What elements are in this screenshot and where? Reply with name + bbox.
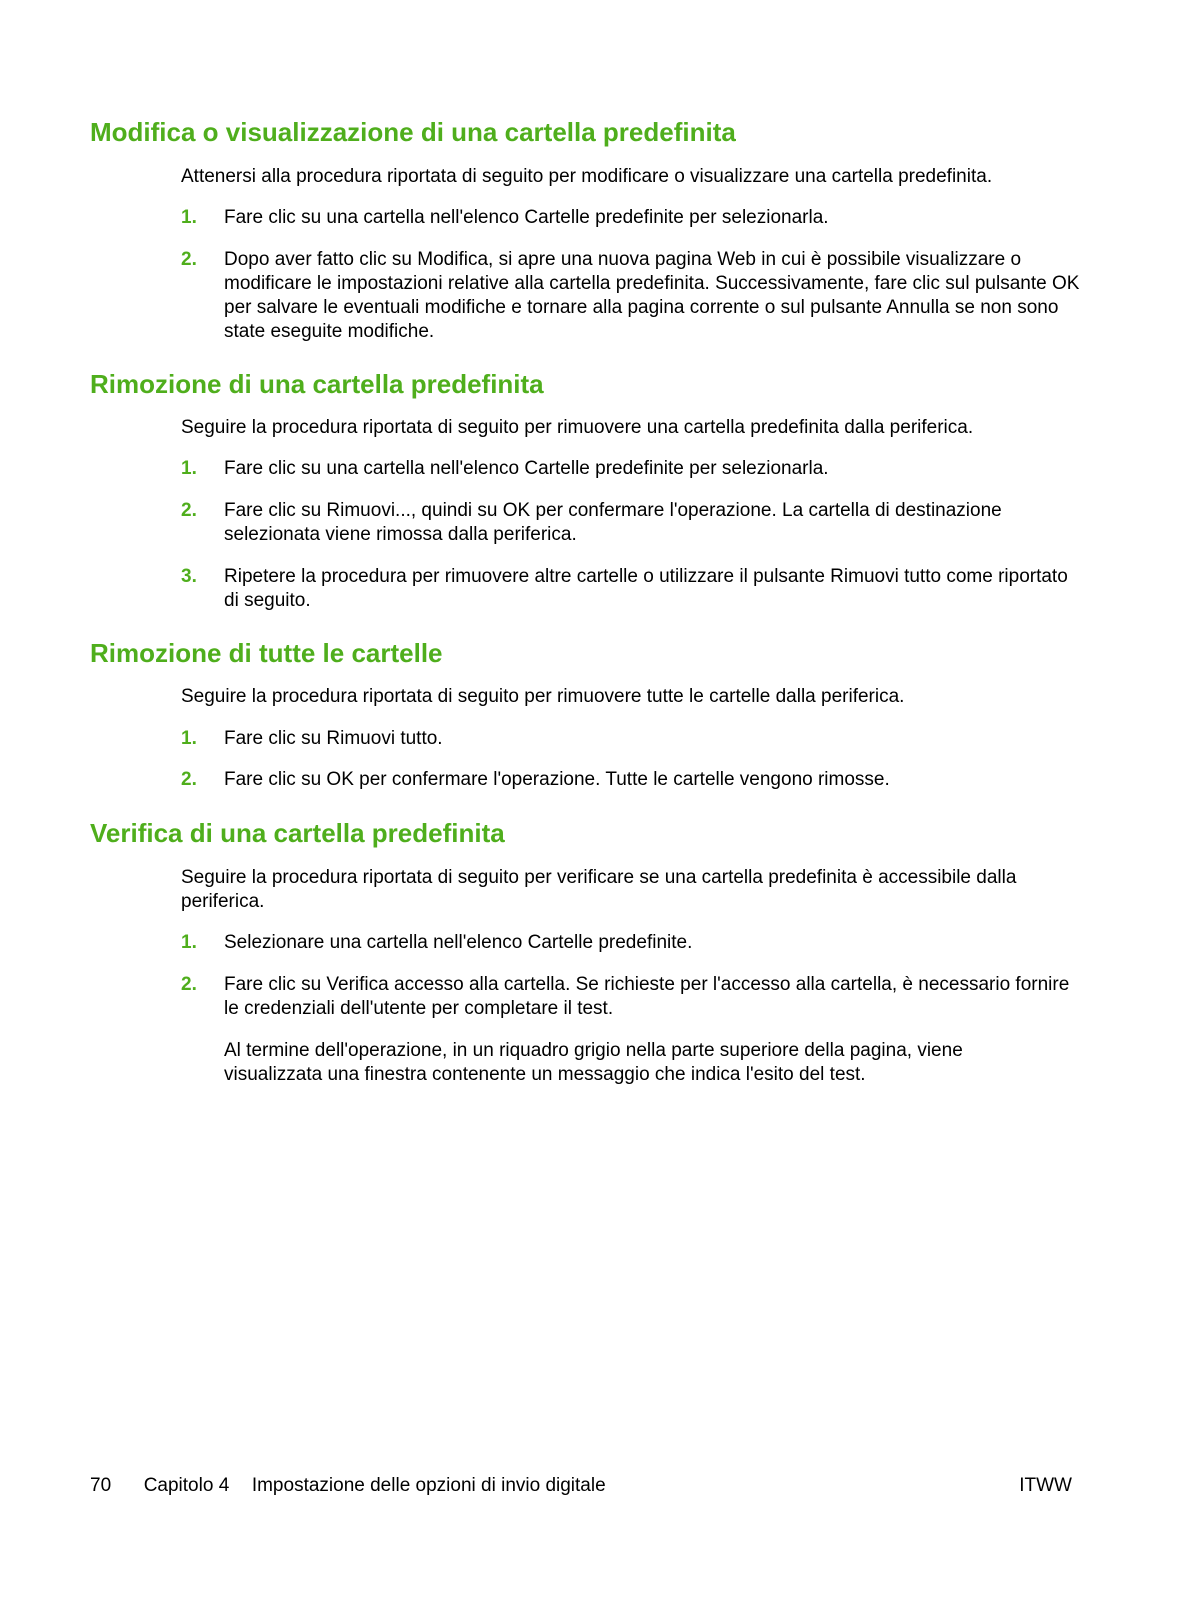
step-number: 1.	[181, 932, 197, 953]
step-text: Fare clic su una cartella nell'elenco Cartelle predefinite per selezionarla.	[224, 458, 829, 479]
step-text: Fare clic su Rimuovi tutto.	[224, 728, 443, 749]
footer-locale: ITWW	[1019, 1475, 1072, 1496]
section-heading: Rimozione di una cartella predefinita	[90, 369, 544, 399]
step-number: 3.	[181, 566, 197, 587]
step-text: Fare clic su Rimuovi..., quindi su OK per confermare l'operazione. La cartella di destinazione selezionata viene rimossa dalla periferica.	[224, 500, 1002, 545]
section-intro: Seguire la procedura riportata di seguito per rimuovere una cartella predefinita dalla periferica.	[181, 417, 974, 438]
step-text: Fare clic su una cartella nell'elenco Cartelle predefinite per selezionarla.	[224, 207, 829, 228]
step-number: 2.	[181, 974, 197, 995]
section-intro: Seguire la procedura riportata di seguito per verificare se una cartella predefinita è accessibile dalla periferica.	[181, 867, 1017, 912]
footer-chapter: Capitolo 4	[143, 1475, 230, 1496]
footer-page-number: 70	[90, 1475, 112, 1496]
step-number: 2.	[181, 500, 197, 521]
step-text: Fare clic su Verifica accesso alla cartella. Se richieste per l'accesso alla cartella, è necessario fornire le credenziali dell'utente per completare il test.	[224, 974, 1070, 1019]
step-note: Al termine dell'operazione, in un riquadro grigio nella parte superiore della pagina, viene visualizzata una finestra contenente un messaggio che indica l'esito del test.	[224, 1040, 963, 1085]
section-intro: Seguire la procedura riportata di seguito per rimuovere tutte le cartelle dalla periferica.	[181, 686, 905, 707]
footer-chapter-title: Impostazione delle opzioni di invio digitale	[251, 1475, 606, 1496]
step-number: 2.	[181, 769, 197, 790]
step-text: Ripetere la procedura per rimuovere altre cartelle o utilizzare il pulsante Rimuovi tutto come riportato di seguito.	[224, 566, 1068, 611]
step-text: Dopo aver fatto clic su Modifica, si apre una nuova pagina Web in cui è possibile visualizzare o modificare le impostazioni relative alla cartella predefinita. Successivamente, fare clic sul pulsante OK per salvare le eventuali modifiche e tornare alla pagina corrente o sul pulsante Annulla se non sono state eseguite modifiche.	[224, 249, 1080, 342]
section-heading: Rimozione di tutte le cartelle	[90, 638, 443, 668]
page-footer	[90, 1474, 1072, 1498]
step-text: Fare clic su OK per confermare l'operazione. Tutte le cartelle vengono rimosse.	[224, 769, 890, 790]
step-text: Selezionare una cartella nell'elenco Cartelle predefinite.	[224, 932, 693, 953]
section-intro: Attenersi alla procedura riportata di seguito per modificare o visualizzare una cartella predefinita.	[181, 166, 993, 187]
step-number: 1.	[181, 458, 197, 479]
section-heading: Modifica o visualizzazione di una cartella predefinita	[90, 117, 736, 147]
step-number: 2.	[181, 249, 197, 270]
step-number: 1.	[181, 207, 197, 228]
step-number: 1.	[181, 728, 197, 749]
section-heading: Verifica di una cartella predefinita	[90, 818, 505, 848]
